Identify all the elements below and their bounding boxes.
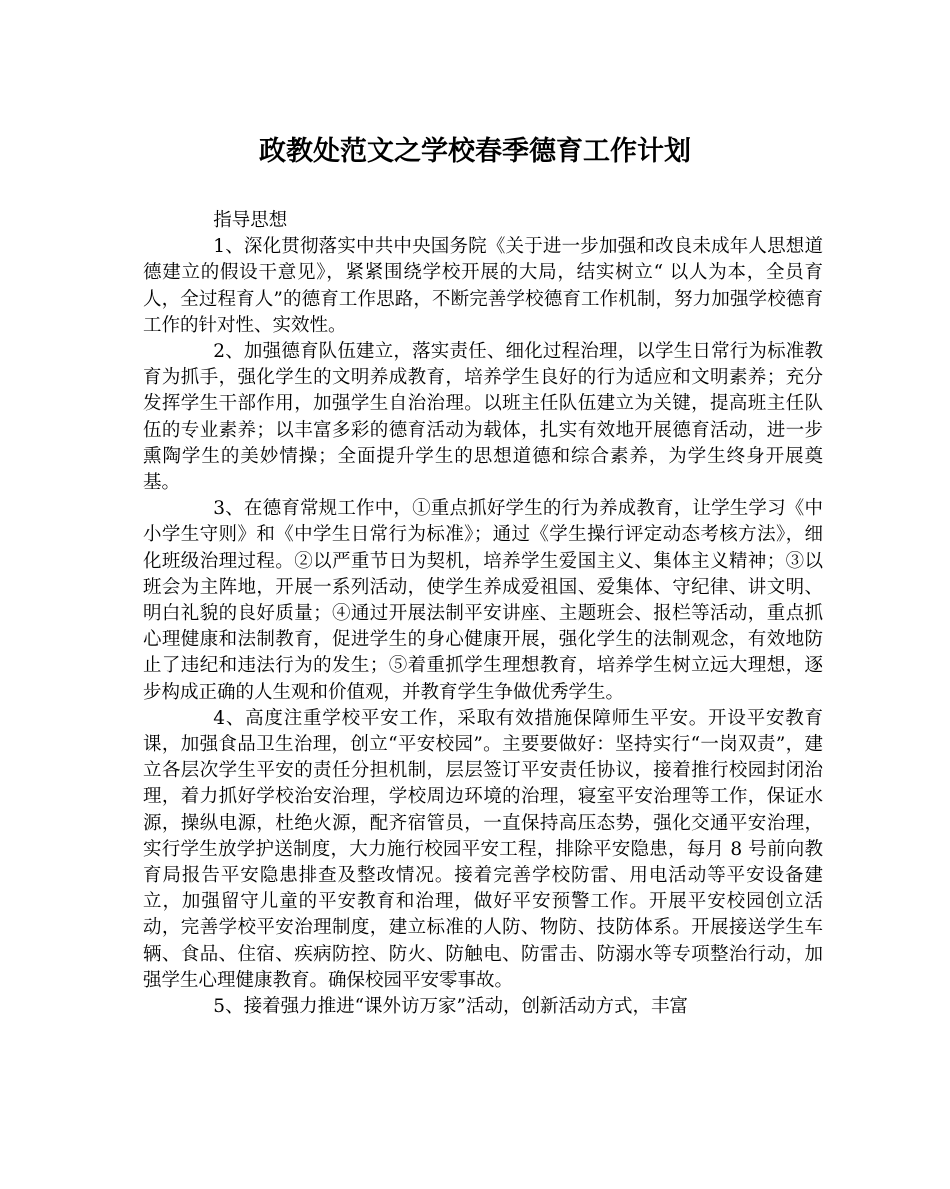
paragraph-4: 4、高度注重学校平安工作，采取有效措施保障师生平安。开设平安教育课，加强食品卫生治理，创立“平安校园”。主要要做好：坚持实行“一岗双责”，建立各层次学生平安的责任分担机制，层层签订平安责任协议，接着推行校园封闭治理，着力抓好学校治安治理，学校周边环境的治理，寝室平安治理等工作，保证水源，操纵电源，杜绝火源，配齐宿管员，一直保持高压态势，强化交通平安治理，实行学生放学护送制度，大力施行校园平安工程，排除平安隐患，每月 8 号前向教育局报告平安隐患排查及整改情况。接着完善学校防雷、用电活动等平安设备建立，加强留守儿童的平安教育和治理，做好平安预警工作。开展平安校园创立活动，完善学校平安治理制度，建立标准的人防、物防、技防体系。开展接送学生车辆、食品、住宿、疾病防控、防火、防触电、防雷击、防溺水等专项整治行动，加强学生心理健康教育。确保校园平安零事故。 — [143, 707, 823, 991]
paragraph-1: 1、深化贯彻落实中共中央国务院《关于进一步加强和改良未成年人思想道德建立的假设干意见》，紧紧围绕学校开展的大局，结实树立“ 以人为本，全员育人，全过程育人”的德育工作思路，不断完善学校德育工作机制，努力加强学校德育工作的针对性、实效性。 — [143, 236, 823, 336]
paragraph-2: 2、加强德育队伍建立，落实责任、细化过程治理，以学生日常行为标准教育为抓手，强化学生的文明养成教育，培养学生良好的行为适应和文明素养；充分发挥学生干部作用，加强学生自治治理。以班主任队伍建立为关键，提高班主任队伍的专业素养；以丰富多彩的德育活动为载体，扎实有效地开展德育活动，进一步熏陶学生的美妙情操；全面提升学生的思想道德和综合素养，为学生终身开展奠基。 — [143, 341, 823, 494]
paragraph-3: 3、在德育常规工作中，①重点抓好学生的行为养成教育，让学生学习《中小学生守则》和《中学生日常行为标准》；通过《学生操行评定动态考核方法》，细化班级治理过程。②以严重节日为契机，培养学生爱国主义、集体主义精神；③以班会为主阵地，开展一系列活动，使学生养成爱祖国、爱集体、守纪律、讲文明、明白礼貌的良好质量；④通过开展法制平安讲座、主题班会、报栏等活动，重点抓心理健康和法制教育，促进学生的身心健康开展，强化学生的法制观念，有效地防止了违纪和违法行为的发生；⑤着重抓学生理想教育，培养学生树立远大理想，逐步构成正确的人生观和价值观，并教育学生争做优秀学生。 — [143, 498, 823, 703]
document-body — [143, 208, 823, 1020]
section-heading: 指导思想 — [213, 210, 288, 231]
paragraph-5: 5、接着强力推进“课外访万家”活动，创新活动方式，丰富 — [213, 996, 688, 1018]
document-title: 政教处范文之学校春季德育工作计划 — [259, 136, 691, 167]
